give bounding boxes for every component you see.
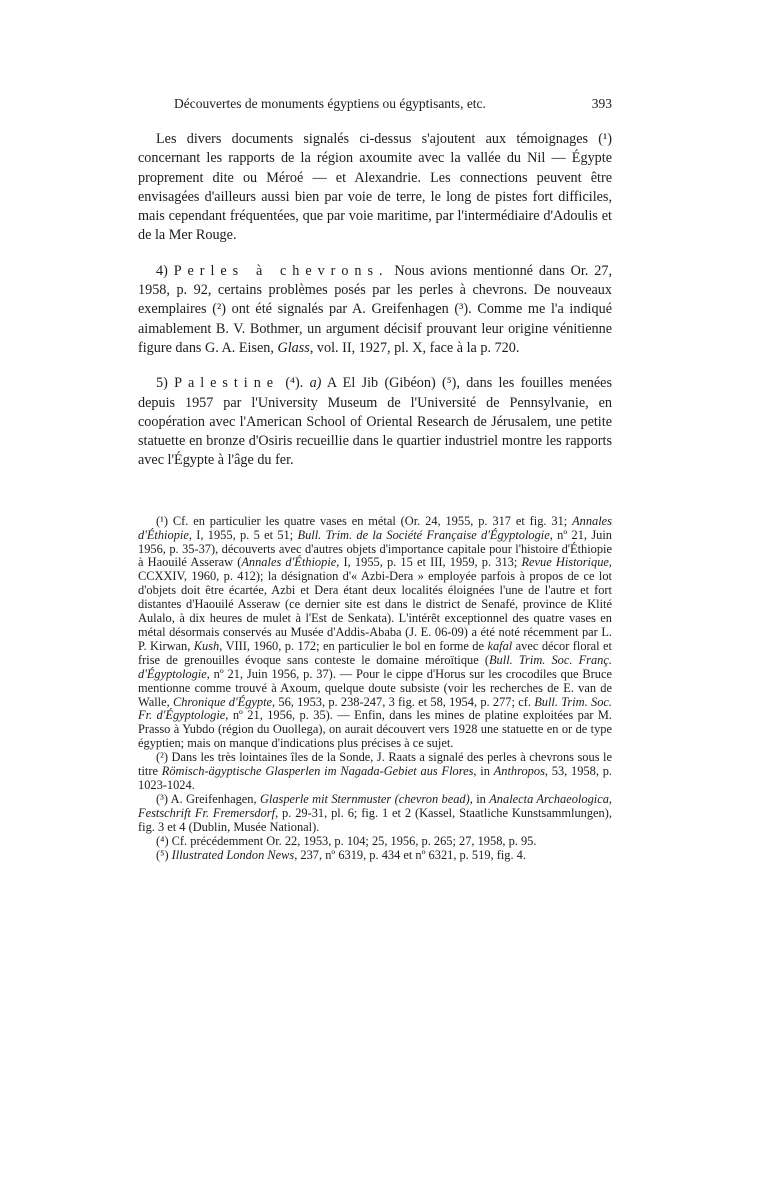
citation-title: Illustrated London News [171, 847, 295, 862]
paragraph-text: , vol. II, 1927, pl. X, face à la p. 720. [309, 339, 520, 356]
footnote-text: (³) A. Greifenhagen, [156, 791, 260, 806]
paragraph-perles [138, 262, 612, 358]
section-number: 5) [156, 375, 175, 392]
footnote-text: avec décor floral et frise de grenouilles évoque sans conteste le domaine méroïtique ( [138, 638, 612, 667]
footnote-text: , 56, 1953, p. 238-247, 3 fig. et 58, 1954, p. 277; cf. [272, 694, 535, 709]
running-header [174, 95, 612, 113]
running-title: Découvertes de monuments égyptiens ou égyptisants, etc. [174, 96, 486, 111]
citation-title: Analecta Archaeologica, Festschrift Fr. Fremersdorf [138, 791, 612, 820]
footnote-1 [138, 515, 612, 751]
citation-title: Glasperle mit Sternmuster (chevron bead) [259, 791, 470, 806]
section-heading-perles: Perles à chevrons. [173, 262, 389, 279]
footnote-text: , VIII, 1960, p. 172; en particulier le bol en forme de [219, 638, 488, 653]
footnote-text: , I, 1955, p. 15 et III, 1959, p. 313; [336, 555, 522, 570]
citation-title: Kush [193, 638, 220, 653]
footnote-text: , I, 1955, p. 5 et 51; [188, 527, 298, 542]
footnote-text: , 237, nº 6319, p. 434 et nº 6321, p. 519, fig. 4. [294, 847, 526, 862]
section-heading-palestine: Palestine [174, 375, 280, 392]
term: kafal [487, 638, 513, 653]
citation-title: Glass [277, 339, 310, 356]
footnote-text: , p. 29-31, pl. 6; fig. 1 et 2 (Kassel, Staatliche Kunstsammlungen), fig. 3 et 4 (Dublin, Musée National). [138, 805, 612, 834]
footnotes [138, 515, 612, 863]
citation-title: Anthropos [493, 764, 545, 779]
page-number: 393 [591, 96, 612, 111]
citation-title: Annales d'Éthiopie [138, 513, 612, 542]
footnote-text: (²) Dans les très lointaines îles de la Sonde, J. Raats a signalé des perles à chevrons sous le titre [138, 750, 612, 779]
footnote-2 [138, 751, 612, 793]
citation-title: Bull. Trim. Soc. Franç. d'Égyptologie [138, 652, 612, 681]
footnote-text: (⁴) Cf. précédemment Or. 22, 1953, p. 104; 25, 1956, p. 265; 27, 1958, p. 95. [156, 833, 537, 848]
footnote-text: , nº 21, Juin 1956, p. 37). — Pour le cippe d'Horus sur les crocodiles que Bruce mentionne comme trouvé à Axoum, quelque doute subsiste (voir les recherches de E. van de Walle, [138, 666, 612, 709]
footnote-text: , in [469, 791, 490, 806]
item-letter: a) [309, 375, 322, 392]
footnote-text: , nº 21, Juin 1956, p. 35-37), découverts avec d'autres objets d'importance capitale pour l'histoire d'Éthiopie à Haouilé Asseraw ( [138, 527, 612, 570]
footnote-4 [138, 835, 612, 849]
footnote-text: , in [473, 764, 494, 779]
paragraph-palestine [138, 374, 612, 470]
main-text [138, 130, 612, 471]
citation-title: Chronique d'Égypte [172, 694, 273, 709]
footnote-5 [138, 849, 612, 863]
paragraph-text: Nous avions mentionné dans Or. 27, 1958, p. 92, certains problèmes posés par les perles à chevrons. De nouveaux exemplaires (²) ont été signalés par A. Greifenhagen (³). Comme me l'a indiqué aimablement B. V. Bothmer, un argument décisif prouvant leur origine vénitienne figure dans G. A. Eisen, [138, 262, 613, 356]
paragraph-text: (⁴). [279, 375, 310, 392]
citation-title: Römisch-ägyptische Glasperlen im Nagada-Gebiet aus Flores [161, 764, 474, 779]
section-number: 4) [156, 262, 174, 279]
footnote-3 [138, 793, 612, 835]
footnote-text: , CCXXIV, 1960, p. 412); la désignation d'« Azbi-Dera » employée parfois à propos de ce lot d'objets doit être écartée, Azbi et Dera étant deux localités éloignées l'une de l'autre et fort distantes d'Haouilé Asseraw (ce dernier site est dans le district de Senafé, province de Klité Aulalo, à dix heures de mulet à l'Est de Senkata). L'intérêt exceptionnel des quatre vases en métal désormais conservés au Musée d'Addis-Ababa (J. E. 06-09) a été noté récemment par L. P. Kirwan, [138, 555, 612, 653]
citation-title: Annales d'Éthiopie [241, 555, 337, 570]
citation-title: Revue Historique [521, 555, 609, 570]
citation-title: Bull. Trim. Soc. Fr. d'Égyptologie [138, 694, 612, 723]
paragraph-text: Les divers documents signalés ci-dessus s'ajoutent aux témoignages (¹) concernant les rapports de la région axoumite avec la vallée du Nil — Égypte proprement dite ou Méroé — et Alexandrie. Les connections peuvent être envisagées d'ailleurs aussi bien par voie de terre, le long de pistes fort difficiles, mais cependant fréquentées, que par voie maritime, par l'intermédiaire d'Adoulis et de la Mer Rouge. [138, 131, 612, 244]
footnote-text: (¹) Cf. en particulier les quatre vases en métal (Or. 24, 1955, p. 317 et fig. 31; [156, 513, 573, 528]
citation-title: Bull. Trim. de la Société Française d'Égyptologie [297, 527, 550, 542]
footnote-text: (⁵) [156, 847, 172, 862]
footnote-text: , nº 21, 1956, p. 35). — Enfin, dans les mines de platine exploitées par M. Prasso à Yubdo (région du Ouollega), on aurait découvert vers 1928 une statuette en or de type égyptien; mais on manque d'indications plus précises à ce sujet. [138, 708, 612, 751]
page [138, 95, 612, 862]
paragraph-connections [138, 130, 612, 246]
footnote-text: , 53, 1958, p. 1023-1024. [138, 764, 612, 792]
paragraph-text: A El Jib (Gibéon) (⁵), dans les fouilles menées depuis 1957 par l'University Museum de l'Université de Pennsylvanie, en coopération avec l'American School of Oriental Research de Jérusalem, une petite statuette en bronze d'Osiris recueillie dans le quartier industriel montre les rapports avec l'Égypte à l'âge du fer. [138, 375, 612, 469]
